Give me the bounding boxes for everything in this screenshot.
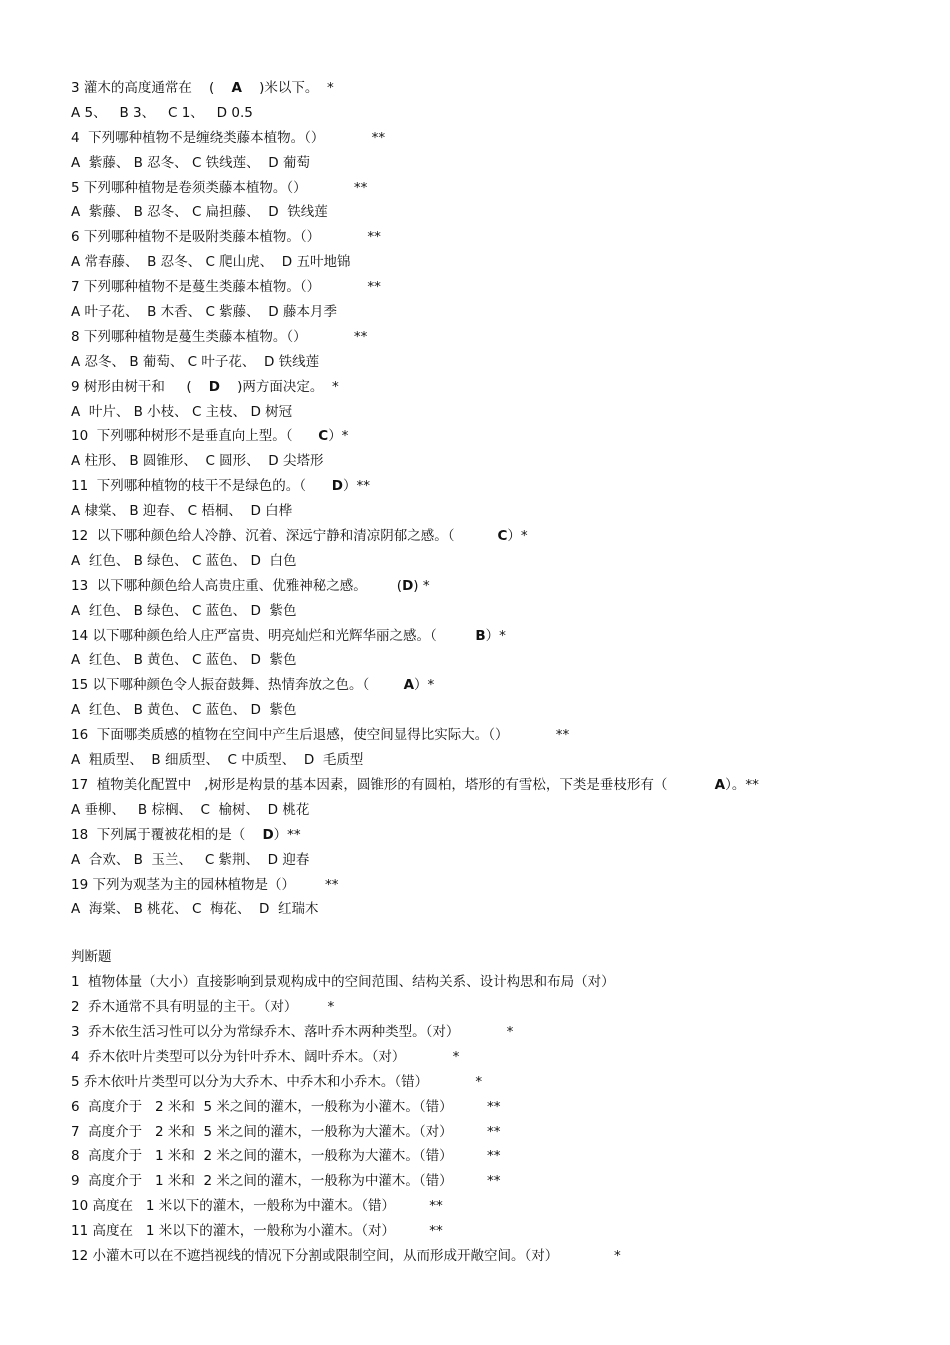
question-line — [71, 873, 931, 898]
line-text: A 叶片、 B 小枝、 C 主枝、 D 树冠 — [71, 403, 293, 420]
answer-letter: D — [262, 826, 274, 843]
question-line — [71, 474, 931, 499]
line-text-tail: ）** — [342, 478, 370, 495]
judge-line: 10 高度在 1 米以下的灌木，一般称为中灌木。（错） ** — [71, 1198, 443, 1215]
question-line — [71, 698, 931, 723]
question-line — [71, 648, 931, 673]
line-text: A 忍冬、 B 葡萄、 C 叶子花、 D 铁线莲 — [71, 353, 320, 370]
judge-line: 8 高度介于 1 米和 2 米之间的灌木，一般称为大灌木。（错） ** — [71, 1148, 501, 1165]
question-line — [71, 599, 931, 624]
line-text: A 紫藤、 B 忍冬、 C 扁担藤、 D 铁线莲 — [71, 204, 328, 221]
question-line — [71, 524, 931, 549]
line-text-tail: ）* — [485, 627, 506, 644]
line-text: A 常春藤、 B 忍冬、 C 爬山虎、 D 五叶地锦 — [71, 254, 351, 271]
question-line — [71, 823, 931, 848]
question-line — [71, 176, 931, 201]
document-body — [71, 76, 931, 1269]
line-text: A 红色、 B 黄色、 C 蓝色、 D 紫色 — [71, 652, 297, 669]
line-text: A 合欢、 B 玉兰、 C 紫荆、 D 迎春 — [71, 851, 310, 868]
judge-line: 12 小灌木可以在不遮挡视线的情况下分割或限制空间，从而形成开敞空间。（对） * — [71, 1247, 621, 1264]
question-line — [71, 151, 931, 176]
line-text: 17 植物美化配置中 ,树形是构景的基本因素，圆锥形的有圆柏，塔形的有雪松，下类是垂枝形有（ — [71, 776, 715, 793]
line-text: A 粗质型、 B 细质型、 C 中质型、 D 毛质型 — [71, 752, 364, 769]
line-text: A 海棠、 B 桃花、 C 梅花、 D 红瑞木 — [71, 901, 319, 918]
line-text: 18 下列属于覆被花相的是（ — [71, 826, 263, 843]
question-line — [71, 848, 931, 873]
question-line — [71, 350, 931, 375]
question-line — [71, 101, 931, 126]
judge-line: 6 高度介于 2 米和 5 米之间的灌木，一般称为小灌木。（错） ** — [71, 1098, 501, 1115]
line-text: 14 以下哪种颜色给人庄严富贵、明亮灿烂和光辉华丽之感。（ — [71, 627, 476, 644]
line-text: 13 以下哪种颜色给人高贵庄重、优雅神秘之感。 ( — [71, 577, 403, 594]
answer-letter: A — [403, 677, 415, 694]
question-line — [71, 897, 931, 922]
question-line — [71, 325, 931, 350]
line-text: 7 下列哪种植物不是蔓生类藤本植物。（） ** — [71, 279, 381, 296]
judge-line: 7 高度介于 2 米和 5 米之间的灌木，一般称为大灌木。（对） ** — [71, 1123, 501, 1140]
multiple-choice-section — [71, 76, 931, 922]
question-line — [71, 574, 931, 599]
question-line — [71, 673, 931, 698]
line-text: 3 灌木的高度通常在 ( — [71, 80, 232, 96]
line-text: 5 下列哪种植物是卷须类藤本植物。（） ** — [71, 179, 368, 196]
line-text-tail: ）。** — [725, 776, 759, 793]
line-text: 9 树形由树干和 ( — [71, 378, 209, 395]
question-line — [71, 375, 931, 400]
line-text-tail: ) * — [413, 577, 430, 594]
line-text: 8 下列哪种植物是蔓生类藤本植物。（） ** — [71, 328, 368, 345]
judge-line: 1 植物体量（大小）直接影响到景观构成中的空间范围、结构关系、设计构思和布局（对） — [71, 974, 615, 991]
line-text: A 红色、 B 绿色、 C 蓝色、 D 白色 — [71, 552, 297, 569]
question-line — [71, 624, 931, 649]
line-text: A 红色、 B 黄色、 C 蓝色、 D 紫色 — [71, 702, 297, 719]
judge-line: 5 乔木依叶片类型可以分为大乔木、中乔木和小乔木。（错） * — [71, 1073, 483, 1090]
line-text: 6 下列哪种植物不是吸附类藤本植物。（） ** — [71, 229, 381, 246]
line-text: 10 下列哪种树形不是垂直向上型。（ — [71, 428, 319, 445]
judge-line: 2 乔木通常不具有明显的主干。（对） * — [71, 999, 335, 1016]
line-text: A 紫藤、 B 忍冬、 C 铁线莲、 D 葡萄 — [71, 154, 310, 171]
answer-letter: C — [497, 528, 508, 545]
line-text: 19 下列为观茎为主的园林植物是（） ** — [71, 876, 339, 893]
question-line — [71, 723, 931, 748]
question-line — [71, 225, 931, 250]
answer-letter: C — [318, 428, 329, 445]
line-text: A 垂柳、 B 棕榈、 C 榆树、 D 桃花 — [71, 801, 310, 818]
line-text: A 叶子花、 B 木香、 C 紫藤、 D 藤本月季 — [71, 304, 337, 321]
line-text-tail: ）* — [328, 428, 349, 445]
answer-letter: D — [208, 378, 220, 395]
line-text-tail: ）* — [414, 677, 435, 694]
line-text: A 柱形、 B 圆锥形、 C 圆形、 D 尖塔形 — [71, 453, 324, 470]
question-line — [71, 424, 931, 449]
section-title: 判断题 — [71, 949, 112, 966]
answer-letter: B — [475, 627, 486, 644]
judge-line: 3 乔木依生活习性可以分为常绿乔木、落叶乔木两种类型。（对） * — [71, 1023, 514, 1040]
question-line — [71, 300, 931, 325]
question-line — [71, 275, 931, 300]
judge-line: 9 高度介于 1 米和 2 米之间的灌木，一般称为中灌木。（错） ** — [71, 1173, 501, 1190]
question-line — [71, 449, 931, 474]
line-text-tail: )米以下。 * — [241, 80, 334, 96]
question-line — [71, 250, 931, 275]
question-line — [71, 798, 931, 823]
line-text: 11 下列哪种植物的枝干不是绿色的。（ — [71, 478, 332, 495]
answer-letter: D — [402, 577, 414, 594]
line-text: 4 下列哪种植物不是缠绕类藤本植物。（） ** — [71, 129, 386, 146]
question-line — [71, 200, 931, 225]
answer-letter: A — [714, 776, 726, 793]
line-text: 12 以下哪种颜色给人冷静、沉着、深远宁静和清凉阴郁之感。（ — [71, 528, 498, 545]
answer-letter: A — [231, 80, 242, 96]
question-line — [71, 773, 931, 798]
question-line — [71, 549, 931, 574]
answer-letter: D — [331, 478, 343, 495]
question-line — [71, 126, 931, 151]
line-text: 16 下面哪类质感的植物在空间中产生后退感，使空间显得比实际大。（） ** — [71, 727, 570, 744]
line-text-tail: ）* — [507, 528, 528, 545]
line-text-tail: ）** — [273, 826, 301, 843]
section-gap — [71, 922, 931, 945]
line-text: A 5、 B 3、 C 1、 D 0.5 — [71, 104, 253, 121]
line-text: A 棣棠、 B 迎春、 C 梧桐、 D 白桦 — [71, 503, 293, 520]
true-false-section — [71, 970, 931, 1269]
judge-line: 4 乔木依叶片类型可以分为针叶乔木、阔叶乔木。（对） * — [71, 1048, 460, 1065]
line-text: 15 以下哪种颜色令人振奋鼓舞、热情奔放之色。（ — [71, 677, 404, 694]
line-text: A 红色、 B 绿色、 C 蓝色、 D 紫色 — [71, 602, 297, 619]
question-line — [71, 499, 931, 524]
line-text-tail: )两方面决定。 * — [220, 378, 339, 395]
question-line — [71, 400, 931, 425]
judge-line: 11 高度在 1 米以下的灌木，一般称为小灌木。（对） ** — [71, 1223, 443, 1240]
question-line — [71, 748, 931, 773]
question-line — [71, 76, 931, 101]
